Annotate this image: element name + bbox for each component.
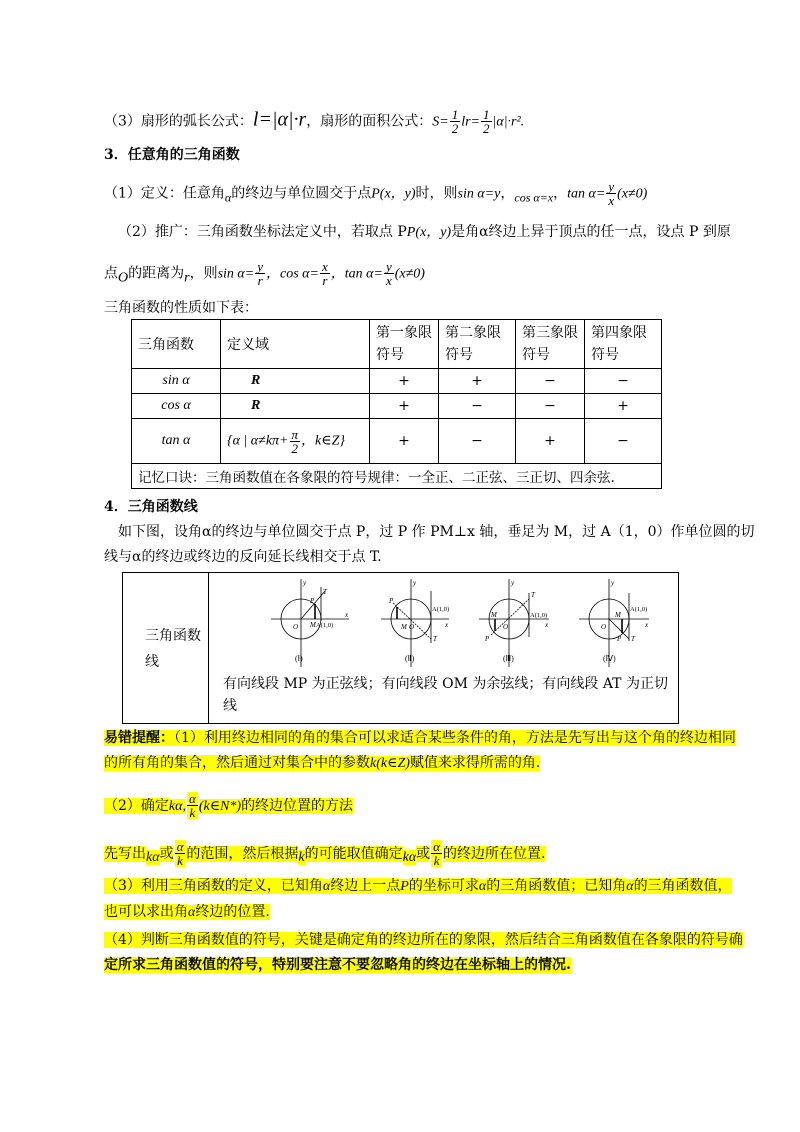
unit-circle-svg	[477, 577, 577, 669]
half-den-2: 2	[483, 121, 490, 136]
k-den-3: k	[433, 853, 440, 868]
gen2-tan: ，tan α=	[330, 266, 383, 282]
diagram-label: (Ⅰ)	[295, 654, 303, 663]
svg-text:P: P	[485, 635, 490, 643]
def-tan-lhs: tan α=	[567, 186, 606, 202]
def-b: 的终边与单位圆交于点	[231, 185, 372, 202]
generalization-line-2	[104, 260, 425, 288]
gen-b: 是角α终边上异于顶点的任一点，设点 P 到原	[451, 224, 731, 240]
gen2-tan-num: y	[385, 259, 392, 274]
arc-formula-line	[104, 108, 524, 135]
pi-half-frac	[290, 428, 301, 455]
def-tan-den: x	[608, 193, 615, 208]
tip2-expr: kα,	[168, 798, 186, 814]
gen2-sin-frac	[255, 260, 265, 287]
point-A-label: A(1,0)	[316, 622, 334, 629]
svg-text:O: O	[601, 623, 607, 631]
alpha-num-2: α	[176, 839, 184, 854]
tip5-a: （4）判断三角函数值的符号，关键是确定角的终边所在的象限，然后结合三角函数值在各象限的符号确	[104, 932, 743, 948]
svg-text:P: P	[310, 597, 315, 605]
unit-circle-diagram-3	[477, 577, 577, 669]
svg-text:T: T	[323, 588, 327, 596]
tip4-P: P	[400, 879, 409, 894]
table-row	[132, 394, 662, 419]
gen2-cos: ，cos α=	[266, 266, 319, 282]
gen-a: （2）推广：三角函数坐标法定义中，若取点 P	[118, 224, 407, 240]
area-lhs: S=	[432, 114, 449, 130]
cell-q3: +	[516, 419, 585, 464]
alpha-over-k-2	[175, 840, 186, 867]
half-fraction-2	[481, 108, 492, 135]
svg-text:M: M	[401, 623, 407, 631]
tips-line-4	[104, 840, 545, 868]
table-mnemonic-row	[132, 464, 662, 489]
unit-circle-diagram-1	[269, 577, 379, 669]
arc-intro: （3）扇形的弧长公式：	[104, 113, 253, 130]
cell-q1: +	[370, 419, 439, 464]
s4-paragraph-2: 线与α的终边或终边的反向延长线相交于点 T.	[104, 549, 382, 565]
tip2-cond: (k∈N*)	[198, 798, 242, 814]
k-den-2: k	[177, 853, 183, 868]
diagram-label: (Ⅲ)	[503, 654, 514, 663]
heading-3: 3．任意角的三角函数	[104, 147, 240, 163]
tip3-a: 先写出	[104, 845, 146, 862]
gen2-cos-den: r	[322, 273, 328, 288]
svg-text:y: y	[303, 579, 307, 587]
unit-circle-svg	[577, 577, 677, 669]
area-intro: ，扇形的面积公式：	[306, 113, 433, 130]
gen2-O: O	[118, 270, 129, 286]
svg-text:x: x	[645, 621, 649, 629]
tips-line-8	[104, 955, 571, 975]
table-header-row	[132, 320, 662, 369]
tan-domain-b: ，k∈Z}	[301, 433, 345, 449]
diagram-label: (Ⅳ)	[603, 654, 616, 663]
diagram-label: (Ⅱ)	[405, 654, 415, 663]
tips-line-7	[104, 930, 743, 950]
svg-text:T: T	[433, 635, 437, 643]
def-point: P(x，y)	[371, 186, 416, 202]
cell-fn: sin α	[132, 369, 221, 394]
svg-text:M: M	[615, 611, 621, 619]
tip3-kalpha-2: kα	[402, 850, 417, 866]
point-A-label: A(1,0)	[630, 606, 648, 613]
tip4-e: 的三角函数值，	[633, 878, 732, 894]
tip4-alpha-2: α	[478, 879, 487, 894]
trig-lines-box	[122, 572, 679, 724]
tip1-c: 赋值来求得所需的角.	[409, 755, 541, 771]
th-domain: 定义域	[221, 320, 370, 369]
generalization-line-1	[118, 222, 731, 243]
svg-text:M: M	[491, 611, 497, 619]
gen2-tan-den: x	[385, 273, 392, 288]
tip3-e: 的终边所在位置.	[443, 845, 546, 862]
tip5-b: 定所求三角函数值的符号，特别要注意不要忽略角的终边在坐标轴上的情况.	[104, 957, 571, 973]
th-q2: 第二象限符号	[439, 320, 516, 369]
half-num: 1	[451, 107, 459, 122]
svg-text:x: x	[445, 621, 449, 629]
area-tail: |α|·r².	[492, 114, 525, 130]
point-A-label: A(1,0)	[530, 612, 548, 619]
mnemonic: 记忆口诀：三角函数值在各象限的符号规律：一全正、二正弦、三正切、四余弦.	[132, 464, 662, 489]
tip4-c: 的坐标可求	[408, 878, 479, 894]
def-tan-frac	[606, 180, 616, 207]
alpha-over-k-3	[431, 840, 442, 867]
cell-fn: cos α	[132, 394, 221, 419]
unit-circle-svg	[269, 577, 379, 669]
tan-domain-a: {α | α≠kπ+	[227, 433, 289, 449]
tips-line-1	[104, 728, 736, 748]
point-A-label: A(1,0)	[432, 606, 450, 613]
gen2-cond: (x≠0)	[394, 266, 425, 282]
gen2-sin-den: r	[257, 273, 263, 288]
table-row	[132, 369, 662, 394]
half-den: 2	[451, 121, 459, 136]
table-intro: 三角函数的性质如下表：	[104, 300, 258, 316]
svg-text:P: P	[617, 635, 622, 643]
alpha-num: α	[188, 791, 196, 806]
svg-text:y: y	[611, 579, 615, 587]
tip3-k: k	[298, 850, 305, 866]
tip4-b: 终边上一点	[330, 878, 401, 894]
tip3-kalpha: kα	[146, 850, 160, 866]
cell-domain	[221, 419, 370, 464]
gen2-sin-num: y	[257, 259, 263, 274]
box-label: 三角函数线	[145, 628, 201, 670]
svg-text:T: T	[631, 635, 635, 643]
unit-circle-svg	[379, 577, 479, 669]
tip4-alpha-4: α	[188, 905, 196, 920]
tip4-g: 终边的位置.	[195, 904, 270, 920]
gen2-cos-frac	[320, 260, 330, 287]
svg-text:O: O	[409, 623, 415, 631]
trig-properties-table	[131, 319, 662, 489]
gen2-sin: sin α=	[217, 266, 255, 282]
svg-text:y: y	[511, 579, 515, 587]
cell-domain: R	[221, 394, 370, 419]
def-c: 时，则	[415, 185, 458, 202]
gen2-r: r	[184, 270, 190, 286]
def-tan-cond: (x≠0)	[617, 186, 648, 202]
tip3-b-2: 或	[416, 845, 431, 862]
cell-q3: −	[516, 369, 585, 394]
tip4-f: 也可以求出角	[104, 904, 188, 920]
cell-q1: +	[370, 394, 439, 419]
pi-den: 2	[291, 440, 299, 456]
gen2-tan-frac	[384, 260, 394, 287]
tips-line-5	[104, 876, 732, 897]
svg-text:O: O	[293, 623, 299, 631]
heading-4: 4．三角函数线	[104, 499, 198, 515]
gen2-c: ，则	[189, 265, 218, 282]
box-divider	[208, 573, 209, 723]
gen2-b: 的距离为	[128, 265, 185, 282]
unit-circle-diagram-4	[577, 577, 677, 669]
tip1-param: k(k∈Z)	[370, 756, 410, 771]
def-sin: sin α=y	[457, 186, 501, 202]
table-row	[132, 419, 662, 464]
alpha-over-k	[187, 792, 198, 819]
tip3-c: 的范围，然后根据	[186, 845, 299, 862]
half-fraction	[450, 108, 461, 135]
th-q1: 第一象限符号	[370, 320, 439, 369]
pi-num: π	[291, 426, 299, 442]
def-alpha: α	[224, 190, 232, 205]
unit-circle-diagram-2	[379, 577, 479, 669]
svg-text:M: M	[310, 621, 316, 629]
cell-q2: +	[439, 369, 516, 394]
alpha-num-3: α	[433, 839, 440, 854]
cell-q2: −	[439, 394, 516, 419]
gen2-cos-num: x	[321, 259, 328, 274]
svg-text:T: T	[531, 591, 535, 599]
tip2-b: 的终边位置的方法	[241, 797, 354, 814]
cell-q4: −	[585, 369, 662, 394]
tips-line-2	[104, 753, 540, 774]
th-q3: 第三象限符号	[516, 320, 585, 369]
k-den: k	[189, 805, 196, 820]
definition-line: （1）定义：任意角α的终边与单位圆交于点P(x，y)时，则sin α=y，cos α=x，tan α= $\frac{y}{x}$ (x≠0)	[104, 179, 648, 208]
cell-domain: R	[221, 369, 370, 394]
svg-text:y: y	[413, 579, 417, 587]
tip4-alpha: α	[322, 879, 331, 894]
svg-text:O: O	[503, 623, 509, 631]
tip4-a: （3）利用三角函数的定义，已知角	[104, 878, 323, 894]
tip4-d: 的三角函数值；已知角	[486, 878, 627, 894]
tip3-d: 的可能取值确定	[304, 845, 403, 862]
cell-q4: +	[585, 394, 662, 419]
tips-title: 易错提醒：	[104, 730, 174, 746]
cell-q4: −	[585, 419, 662, 464]
th-function: 三角函数	[132, 320, 221, 369]
def-cos: cos α=x	[514, 190, 554, 205]
tip2-a: （2）确定	[104, 797, 169, 814]
tips-line-6	[104, 902, 270, 923]
cell-fn: tan α	[132, 419, 221, 464]
tips-line-3	[104, 792, 353, 819]
tip1-b: 的所有角的集合，然后通过对集合中的参数	[104, 755, 370, 771]
th-q4: 第四象限符号	[585, 320, 662, 369]
s4-paragraph-1: 如下图，设角α的终边与单位圆交于点 P，过 P 作 PM⊥x 轴，垂足为 M，过 A（1，0）作单位圆的切	[118, 524, 755, 540]
gen2-a: 点	[104, 265, 118, 282]
arc-formula: l=|α|·r	[252, 108, 307, 131]
svg-text:x: x	[345, 611, 349, 619]
area-mid: lr=	[461, 114, 481, 130]
trig-lines-caption: 有向线段 MP 为正弦线；有向线段 OM 为余弦线；有向线段 AT 为正切线	[223, 676, 668, 714]
tip3-b: 或	[159, 845, 174, 862]
def-a: （1）定义：任意角	[104, 185, 225, 202]
cell-q2: −	[439, 419, 516, 464]
half-num-2: 1	[483, 107, 490, 122]
cell-q1: +	[370, 369, 439, 394]
cell-q3: −	[516, 394, 585, 419]
def-tan-num: y	[608, 179, 615, 194]
svg-text:P: P	[389, 597, 394, 605]
svg-text:x: x	[545, 621, 549, 629]
gen-point: P(x，y)	[406, 225, 452, 240]
tip4-alpha-3: α	[626, 879, 634, 894]
tip1-a: （1）利用终边相同的角的集合可以求适合某些条件的角，方法是先写出与这个角的终边相同	[174, 730, 736, 746]
